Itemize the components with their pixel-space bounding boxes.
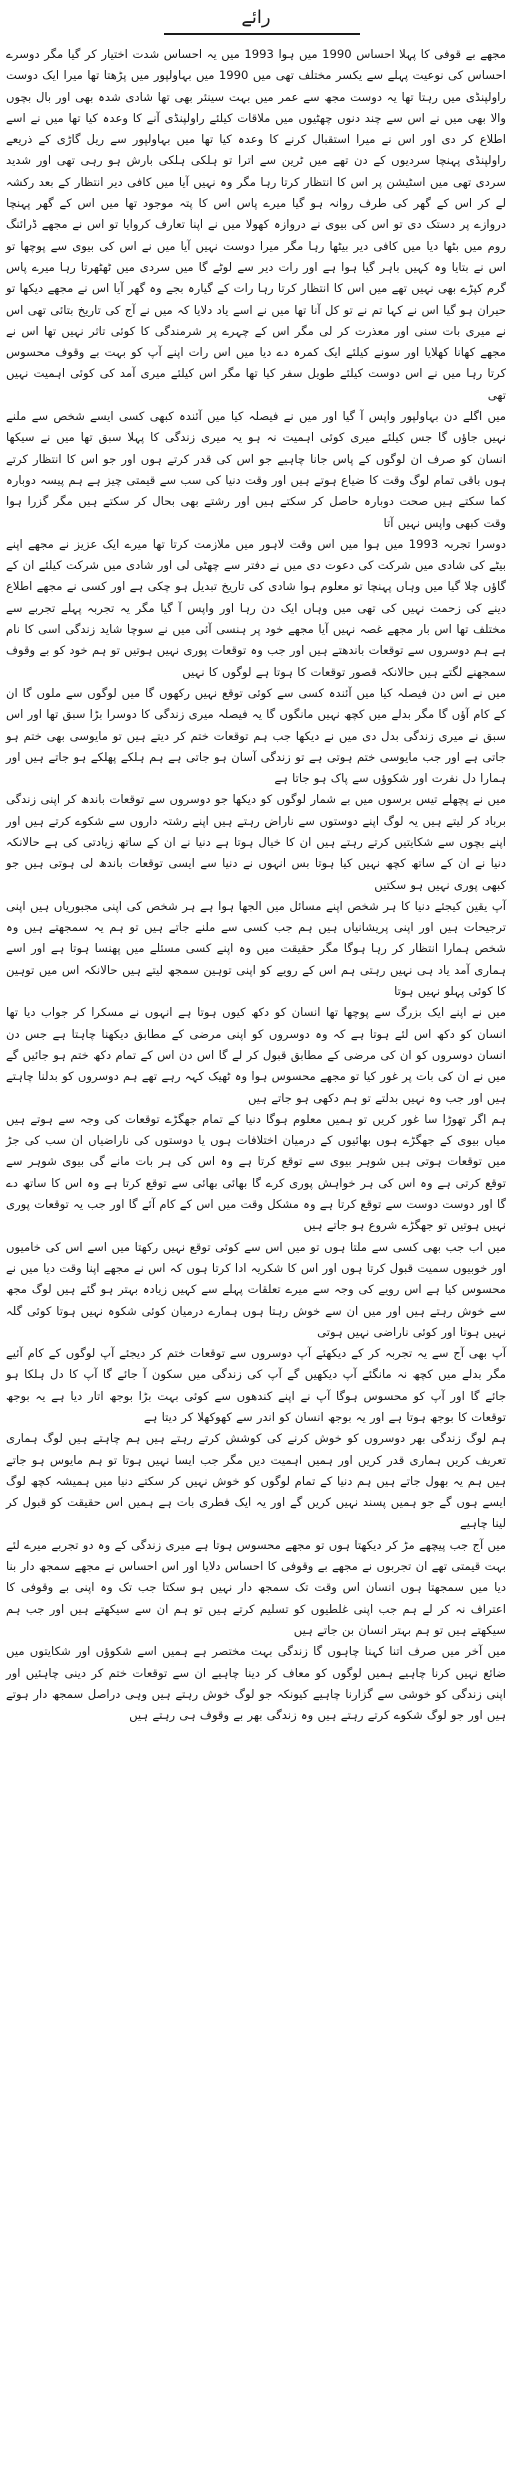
article-paragraph: ہم لوگ زندگی بھر دوسروں کو خوش کرنے کی کوشش کرتے رہتے ہیں ہم چاہتے ہیں لوگ ہماری تعریف کریں ہماری قدر کریں اور ہمیں اہمیت دیں مگر جب ایسا نہیں ہوتا تو ہم مایوس ہو جاتے ہیں ہم یہ بھول جاتے ہیں ہم دنیا کے تمام لوگوں کو خوش نہیں کر سکتے دنیا میں ہمیشہ کچھ لوگ ایسے ہوں گے جو ہمیں پسند نہیں کریں گے اور یہ ایک فطری بات ہے ہمیں اس حقیقت کو قبول کر لینا چاہیے [6,1431,506,1531]
article-paragraph: میں آج جب پیچھے مڑ کر دیکھتا ہوں تو مجھے محسوس ہوتا ہے میری زندگی کے وہ دو تجربے میرے لئے بہت قیمتی تھے ان تجربوں نے مجھے بے وقوفی کا احساس دلایا اور اس احساس نے مجھے سمجھ دار بنا دیا میں سمجھتا ہوں انسان اس وقت تک سمجھ دار نہیں ہو سکتا جب تک وہ اپنی بے وقوفی کا اعتراف نہ کر لے ہم جب اپنی غلطیوں کو تسلیم کرتے ہیں تو ہم ان سے سیکھتے ہیں اور جب ہم سیکھتے ہیں تو ہم بہتر انسان بن جاتے ہیں [6,1537,506,1637]
article-paragraph: آپ بھی آج سے یہ تجربہ کر کے دیکھئے آپ دوسروں سے توقعات ختم کر دیجئے آپ لوگوں کے کام آئیے مگر بدلے میں کچھ نہ مانگئے آپ دیکھیں گے آپ کی زندگی میں سکون آ جائے گا آپ کا دل ہلکا ہو جائے گا اور آپ کو محسوس ہوگا آپ نے اپنے کندھوں سے کوئی بہت بڑا بوجھ اتار دیا ہے یہ بوجھ توقعات کا بوجھ ہوتا ہے اور یہ بوجھ انسان کو اندر سے کھوکھلا کر دیتا ہے [6,1346,506,1424]
article-paragraph: ہم اگر تھوڑا سا غور کریں تو ہمیں معلوم ہوگا دنیا کے تمام جھگڑے توقعات کی وجہ سے ہوتے ہیں میاں بیوی کے جھگڑے ہوں بھائیوں کے درمیان اختلافات ہوں یا دوستوں کی ناراضیاں ان سب کی جڑ میں توقعات ہوتی ہیں شوہر بیوی سے توقع کرتا ہے وہ اس کی ہر بات مانے گی بیوی شوہر سے توقع کرتی ہے وہ اس کی ہر خواہش پوری کرے گا بھائی بھائی سے توقع کرتا ہے وہ اس کا ساتھ دے گا اور دوست دوست سے توقع کرتا ہے وہ مشکل وقت میں اس کے کام آئے گا اور جب یہ توقعات پوری نہیں ہوتیں تو جھگڑے شروع ہو جاتے ہیں [6,1111,506,1233]
article-paragraph: میں اگلے دن بہاولپور واپس آ گیا اور میں نے فیصلہ کیا میں آئندہ کبھی کسی ایسے شخص سے ملنے نہیں جاؤں گا جس کیلئے میری کوئی اہمیت نہ ہو یہ میری زندگی کا پہلا سبق تھا میں نے سیکھا انسان کو صرف ان لوگوں کے پاس جانا چاہیے جو اس کی قدر کرتے ہوں اور جو اس کا انتظار کرتے ہوں باقی تمام لوگ وقت کا ضیاع ہوتے ہیں اور وقت دنیا کی سب سے قیمتی چیز ہے ہم پیسہ دوبارہ کما سکتے ہیں صحت دوبارہ حاصل کر سکتے ہیں اور رشتے بھی بحال کر سکتے ہیں مگر گزرا ہوا وقت کبھی واپس نہیں آتا [6,409,506,530]
title-underline [164,33,360,35]
page-title: رائے [241,7,271,28]
article-paragraph: میں آخر میں صرف اتنا کہنا چاہوں گا زندگی بہت مختصر ہے ہمیں اسے شکوؤں اور شکایتوں میں ضائع نہیں کرنا چاہیے ہمیں لوگوں کو معاف کر دینا چاہیے ان سے توقعات ختم کر دینی چاہئیں اور اپنی زندگی کو خوشی سے گزارنا چاہیے کیونکہ جو لوگ خوش رہتے ہیں وہی دراصل سمجھ دار ہوتے ہیں اور جو لوگ شکوے کرتے رہتے ہیں وہ زندگی بھر بے وقوف ہی رہتے ہیں [6,1644,506,1723]
article-body [6,44,506,1726]
article-paragraph: میں نے اپنے ایک بزرگ سے پوچھا تھا انسان کو دکھ کیوں ہوتا ہے انہوں نے مسکرا کر جواب دیا تھا انسان کو دکھ اس لئے ہوتا ہے کہ وہ دوسروں کو اپنی مرضی کے مطابق دیکھنا چاہتا ہے جس دن انسان دوسروں کو ان کی مرضی کے مطابق قبول کر لے گا اس دن اس کے تمام دکھ ختم ہو جائیں گے میں نے ان کی بات پر غور کیا تو مجھے محسوس ہوا وہ ٹھیک کہہ رہے تھے ہم دوسروں کو بدلنا چاہتے ہیں اور جب وہ نہیں بدلتے تو ہم دکھی ہو جاتے ہیں [6,1005,506,1105]
article-paragraph: میں اب جب بھی کسی سے ملتا ہوں تو میں اس سے کوئی توقع نہیں رکھتا میں اسے اس کی خامیوں اور خوبیوں سمیت قبول کرتا ہوں اور اس کا شکریہ ادا کرتا ہوں کہ اس نے مجھے اپنا وقت دیا میں نے محسوس کیا ہے اس رویے کی وجہ سے میرے تعلقات پہلے سے کہیں زیادہ بہتر ہو گئے ہیں لوگ مجھ سے خوش رہتے ہیں اور میں ان سے خوش رہتا ہوں ہمارے درمیان کوئی شکوہ نہیں ہوتا کوئی گلہ نہیں ہوتا اور کوئی ناراضی نہیں ہوتی [6,1239,506,1339]
article-paragraph: دوسرا تجربہ 1993 میں ہوا میں اس وقت لاہور میں ملازمت کرتا تھا میرے ایک عزیز نے مجھے اپنے بیٹے کی شادی میں شرکت کی دعوت دی میں نے دفتر سے چھٹی لی اور شادی میں شرکت کیلئے ان کے گاؤں چلا گیا میں وہاں پہنچا تو معلوم ہوا شادی کی تاریخ تبدیل ہو چکی ہے اور کسی نے مجھے اطلاع دینے کی زحمت نہیں کی تھی میں وہاں ایک دن رہا اور واپس آ گیا مگر یہ تجربہ پہلے تجربے سے مختلف تھا اس بار مجھے غصہ نہیں آیا مجھے خود پر ہنسی آئی میں نے سوچا شاید زندگی اسی کا نام ہے ہم دوسروں سے توقعات باندھتے ہیں اور جب وہ توقعات پوری نہیں ہوتیں تو ہم خود کو بے وقوف سمجھنے لگتے ہیں حالانکہ قصور توقعات کا ہوتا ہے لوگوں کا نہیں [6,536,506,679]
column-header [6,0,506,44]
article-paragraph: آپ یقین کیجئے دنیا کا ہر شخص اپنے مسائل میں الجھا ہوا ہے ہر شخص کی اپنی مجبوریاں ہیں اپنی ترجیحات ہیں اور اپنی پریشانیاں ہیں ہم جب کسی سے ملنے جاتے ہیں تو ہم یہ سمجھتے ہیں وہ شخص ہمارا انتظار کر رہا ہوگا مگر حقیقت میں وہ اپنے کسی مسئلے میں پھنسا ہوتا ہے اور اسے ہماری آمد یاد ہی نہیں رہتی ہم اس کے رویے کو اپنی توہین سمجھ لیتے ہیں حالانکہ اس میں توہین کا کوئی پہلو نہیں ہوتا [6,898,506,999]
article-paragraph: میں نے پچھلے تیس برسوں میں بے شمار لوگوں کو دیکھا جو دوسروں سے توقعات باندھ کر اپنی زندگی برباد کر لیتے ہیں یہ لوگ اپنے دوستوں سے ناراض رہتے ہیں اپنے رشتہ داروں سے شکوے کرتے ہیں اور اپنے بچوں سے شکایتیں کرتے رہتے ہیں ان کا خیال ہوتا ہے دنیا نے ان کے ساتھ زیادتی کی ہے حالانکہ دنیا نے ان کے ساتھ کچھ نہیں کیا ہوتا بس انہوں نے دنیا سے ایسی توقعات باندھ لی ہوتی ہیں جو کبھی پوری نہیں ہو سکتیں [6,792,506,892]
article-paragraph: میں نے اس دن فیصلہ کیا میں آئندہ کسی سے کوئی توقع نہیں رکھوں گا میں لوگوں سے ملوں گا ان کے کام آؤں گا مگر بدلے میں کچھ نہیں مانگوں گا یہ فیصلہ میری زندگی کا دوسرا بڑا سبق تھا اور اس سبق نے میری زندگی بدل دی میں نے دیکھا جب ہم توقعات ختم کر دیتے ہیں تو مایوسی بھی ختم ہو جاتی ہے اور جب مایوسی ختم ہوتی ہے تو زندگی آسان ہو جاتی ہے ہم ہلکے پھلکے ہو جاتے ہیں اور ہمارا دل نفرت اور شکوؤں سے پاک ہو جاتا ہے [6,685,506,786]
article-paragraph: مجھے بے قوفی کا پہلا احساس 1990 میں ہوا 1993 میں یہ احساس شدت اختیار کر گیا مگر دوسرے احساس کی نوعیت پہلے سے یکسر مختلف تھی میں 1990 میں بہاولپور میں پڑھتا تھا میرا ایک دوست راولپنڈی میں رہتا تھا یہ دوست مجھ سے عمر میں بہت سینئر بھی تھا شادی شدہ بھی اور بال بچوں والا بھی میں نے اس سے چند دنوں چھٹیوں میں ملاقات کیلئے راولپنڈی آنے کا وعدہ کیا تھا میں نے اسے اطلاع کر دی اور اس نے میرا استقبال کرنے کا وعدہ کیا تھا میں بہاولپور سے ریل گاڑی کے ذریعے راولپنڈی پہنچا سردیوں کے دن تھے میں ٹرین سے اترا تو ہلکی ہلکی بارش ہو رہی تھی اور شدید سردی تھی میں اسٹیشن پر اس کا انتظار کرتا رہا مگر وہ نہیں آیا میں کافی دیر انتظار کے بعد رکشہ لے کر اس کے گھر کی طرف روانہ ہو گیا میرے پاس اس کا پتہ موجود تھا میں اس کے گھر پہنچا دروازے پر دستک دی تو اس کی بیوی نے دروازہ کھولا میں نے اپنا تعارف کروایا تو اس نے مجھے ڈرائنگ روم میں بٹھا دیا میں کافی دیر بیٹھا رہا مگر میرا دوست نہیں آیا میں نے اس کی بیوی سے پوچھا تو اس نے بتایا وہ کہیں باہر گیا ہوا ہے اور رات دیر سے لوٹے گا میں سردی میں ٹھٹھرتا رہا میرے پاس گرم کپڑے بھی نہیں تھے میں اس کا انتظار کرتا رہا رات کے گیارہ بجے وہ گھر آیا اس نے مجھے دیکھا تو حیران ہو گیا اس نے کہا تم نے تو کل آنا تھا میں نے اسے یاد دلایا کہ میں نے آج کی تاریخ بتائی تھی اس نے میری بات سنی اور معذرت کر لی مگر اس کے چہرے پر شرمندگی کا کوئی تاثر نہیں تھا اس نے مجھے کھانا کھلایا اور سونے کیلئے ایک کمرہ دے دیا میں اس رات اپنے آپ کو بہت بے وقوف محسوس کرتا رہا میں نے اس دوست کیلئے طویل سفر کیا تھا مگر اس کیلئے میری آمد کی کوئی اہمیت نہیں تھی [6,47,506,402]
